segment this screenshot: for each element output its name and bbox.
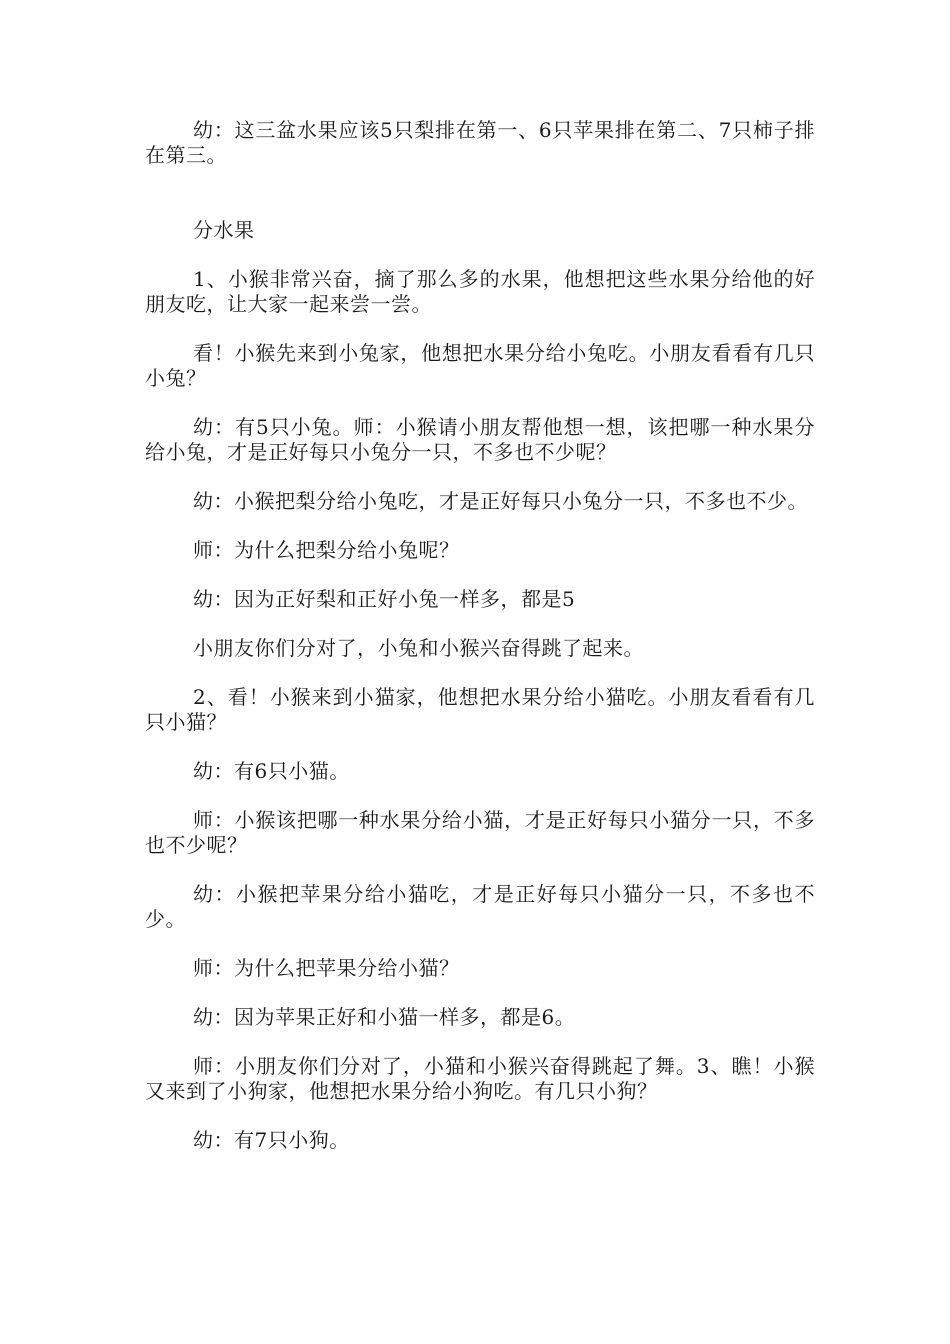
paragraph-17: 幼：有7只小狗。 [193, 1128, 350, 1152]
paragraph-14: 师：为什么把苹果分给小猫？ [193, 956, 460, 980]
paragraph-12: 师：小猴该把哪一种水果分给小猫，才是正好每只小猫分一只，不多也不少呢？ [145, 808, 815, 857]
paragraph-11: 幼：有6只小猫。 [193, 759, 350, 783]
paragraph-1: 幼：这三盆水果应该5只梨排在第一、6只苹果排在第二、7只柿子排在第三。 [145, 118, 815, 167]
paragraph-5: 幼：有5只小兔。师：小猴请小朋友帮他想一想，该把哪一种水果分给小兔，才是正好每只小兔分一只，不多也不少呢？ [145, 415, 815, 464]
paragraph-3: 1、小猴非常兴奋，摘了那么多的水果，他想把这些水果分给他的好朋友吃，让大家一起来尝一尝。 [145, 267, 815, 316]
document-body [145, 118, 815, 1177]
paragraph-7: 师：为什么把梨分给小兔呢？ [193, 538, 460, 562]
paragraph-4: 看！小猴先来到小兔家，他想把水果分给小兔吃。小朋友看看有几只小兔？ [145, 341, 815, 390]
paragraph-9: 小朋友你们分对了，小兔和小猴兴奋得跳了起来。 [193, 636, 644, 660]
paragraph-13: 幼：小猴把苹果分给小猫吃，才是正好每只小猫分一只，不多也不少。 [145, 882, 815, 931]
section-heading: 分水果 [193, 218, 255, 242]
paragraph-6: 幼：小猴把梨分给小兔吃，才是正好每只小兔分一只，不多也不少。 [193, 489, 808, 513]
paragraph-10: 2、看！小猴来到小猫家，他想把水果分给小猫吃。小朋友看看有几只小猫？ [145, 685, 815, 734]
paragraph-8: 幼：因为正好梨和正好小兔一样多，都是5 [193, 587, 576, 611]
paragraph-15: 幼：因为苹果正好和小猫一样多，都是6。 [193, 1005, 576, 1029]
paragraph-16: 师：小朋友你们分对了，小猫和小猴兴奋得跳起了舞。3、瞧！小猴又来到了小狗家，他想把水果分给小狗吃。有几只小狗？ [145, 1054, 815, 1103]
